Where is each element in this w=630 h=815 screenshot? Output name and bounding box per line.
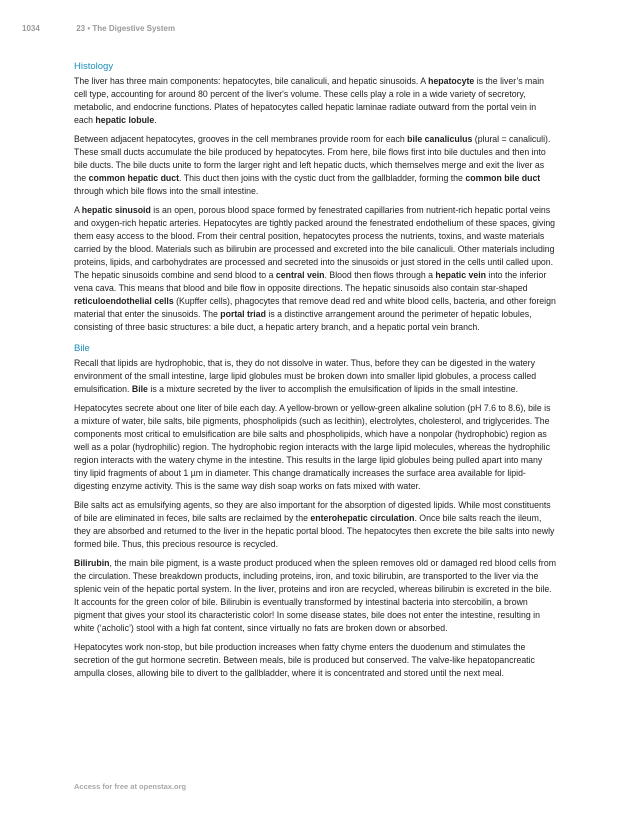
footer-link[interactable]: Access for free at openstax.org	[74, 782, 187, 791]
key-term: bile canaliculus	[407, 134, 473, 144]
key-term: hepatic vein	[435, 270, 486, 280]
paragraph: Hepatocytes secrete about one liter of bile each day. A yellow-brown or yellow-green alkaline solution (pH 7.6 to 8.6), bile is a mixture of water, bile salts, bile pigments, phospholipids (such as lecithin), electrolytes, cholesterol, and triglycerides. The components most critical to emulsification are bile salts and phospholipids, which have a nonpolar (hydrophobic) region as well as a polar (hydrophilic) region. The hydrophobic region interacts with the large lipid molecules, whereas the hydrophilic region interacts with the watery chyme in the intestine. This results in the large lipid globules being pulled apart into many tiny lipid fragments of about 1 µm in diameter. This change dramatically increases the surface area available for lipid-digesting enzyme activity. This is the same way dish soap works on fats mixed with water.	[74, 403, 551, 491]
key-term: hepatic lobule	[95, 115, 155, 125]
paragraph: A hepatic sinusoid is an open, porous blood space formed by fenestrated capillaries from nutrient-rich hepatic portal veins and oxygen-rich hepatic arteries. Hepatocytes are tightly packed around the fenestrated endothelium of these spaces, giving them easy access to the blood. From their central position, hepatocytes process the nutrients, toxins, and waste materials carried by the blood. Materials such as bilirubin are processed and excreted into the bile canaliculi. Other materials including proteins, lipids, and carbohydrates are processed and secreted into the sinusoids or just stored in the cells until called upon. The hepatic sinusoids combine and send blood to a central vein. Blood then flows through a hepatic vein into the inferior vena cava. This means that blood and bile flow in opposite directions. The hepatic sinusoids also contain star-shaped reticuloendothelial cells (Kupffer cells), phagocytes that remove dead red and white blood cells, bacteria, and other foreign material that enter the sinusoids. The portal triad is a distinctive arrangement around the perimeter of hepatic lobules, consisting of three basic structures: a bile duct, a hepatic artery branch, and a hepatic portal vein branch.	[74, 205, 556, 332]
running-head	[22, 24, 175, 33]
chapter-title: 23 • The Digestive System	[76, 24, 176, 33]
paragraph: Hepatocytes work non-stop, but bile production increases when fatty chyme enters the duodenum and stimulates the secretion of the gut hormone secretin. Between meals, bile is produced but conserved. The valve-like hepatopancreatic ampulla closes, allowing bile to divert to the gallbladder, where it is concentrated and stored until the next meal.	[74, 642, 535, 678]
page-content	[74, 60, 556, 686]
paragraph: The liver has three main components: hepatocytes, bile canaliculi, and hepatic sinusoids. A hepatocyte is the liver’s main cell type, accounting for around 80 percent of the liver's volume. These cells play a role in a wide variety of secretory, metabolic, and endocrine functions. Plates of hepatocytes called hepatic laminae radiate outward from the portal vein in each hepatic lobule.	[74, 76, 544, 125]
page-number: 1034	[22, 24, 40, 33]
key-term: Bilirubin	[74, 558, 110, 568]
key-term: common bile duct	[465, 173, 541, 183]
key-term: enterohepatic circulation	[310, 513, 415, 523]
paragraph: Between adjacent hepatocytes, grooves in the cell membranes provide room for each bile canaliculus (plural = canaliculi). These small ducts accumulate the bile produced by hepatocytes. From here, bile flows first into bile ductules and then into bile ducts. The bile ducts unite to form the larger right and left hepatic ducts, which themselves merge and exit the liver as the common hepatic duct. This duct then joins with the cystic duct from the gallbladder, forming the common bile duct through which bile flows into the small intestine.	[74, 134, 551, 196]
key-term: hepatic sinusoid	[81, 205, 151, 215]
key-term: reticuloendothelial cells	[74, 296, 174, 306]
section-heading-bile: Bile	[74, 343, 90, 354]
paragraph: Bilirubin, the main bile pigment, is a waste product produced when the spleen removes old or damaged red blood cells from the circulation. These breakdown products, including proteins, iron, and toxic bilirubin, are transported to the liver via the splenic vein of the hepatic portal system. In the liver, proteins and iron are recycled, whereas bilirubin is excreted in the bile. It accounts for the green color of bile. Bilirubin is eventually transformed by intestinal bacteria into stercobilin, a brown pigment that gives your stool its characteristic color! In some disease states, bile does not enter the intestine, resulting in white (‘acholic’) stool with a high fat content, since virtually no fats are broken down or absorbed.	[74, 558, 556, 633]
section-heading-histology: Histology	[74, 61, 114, 72]
paragraph: Bile salts act as emulsifying agents, so they are also important for the absorption of digested lipids. While most constituents of bile are eliminated in feces, bile salts are reclaimed by the enterohepatic circulation. Once bile salts reach the ileum, they are absorbed and returned to the liver in the hepatic portal blood. The hepatocytes then excrete the bile salts into newly formed bile. Thus, this precious resource is recycled.	[74, 500, 555, 549]
key-term: portal triad	[220, 309, 266, 319]
paragraph: Recall that lipids are hydrophobic, that is, they do not dissolve in water. Thus, before they can be digested in the watery environment of the small intestine, large lipid globules must be broken down into smaller lipid globules, a process called emulsification. Bile is a mixture secreted by the liver to accomplish the emulsification of lipids in the small intestine.	[74, 358, 537, 394]
key-term: central vein	[275, 270, 325, 280]
key-term: common hepatic duct	[88, 173, 180, 183]
key-term: hepatocyte	[428, 76, 475, 86]
key-term: Bile	[131, 384, 148, 394]
